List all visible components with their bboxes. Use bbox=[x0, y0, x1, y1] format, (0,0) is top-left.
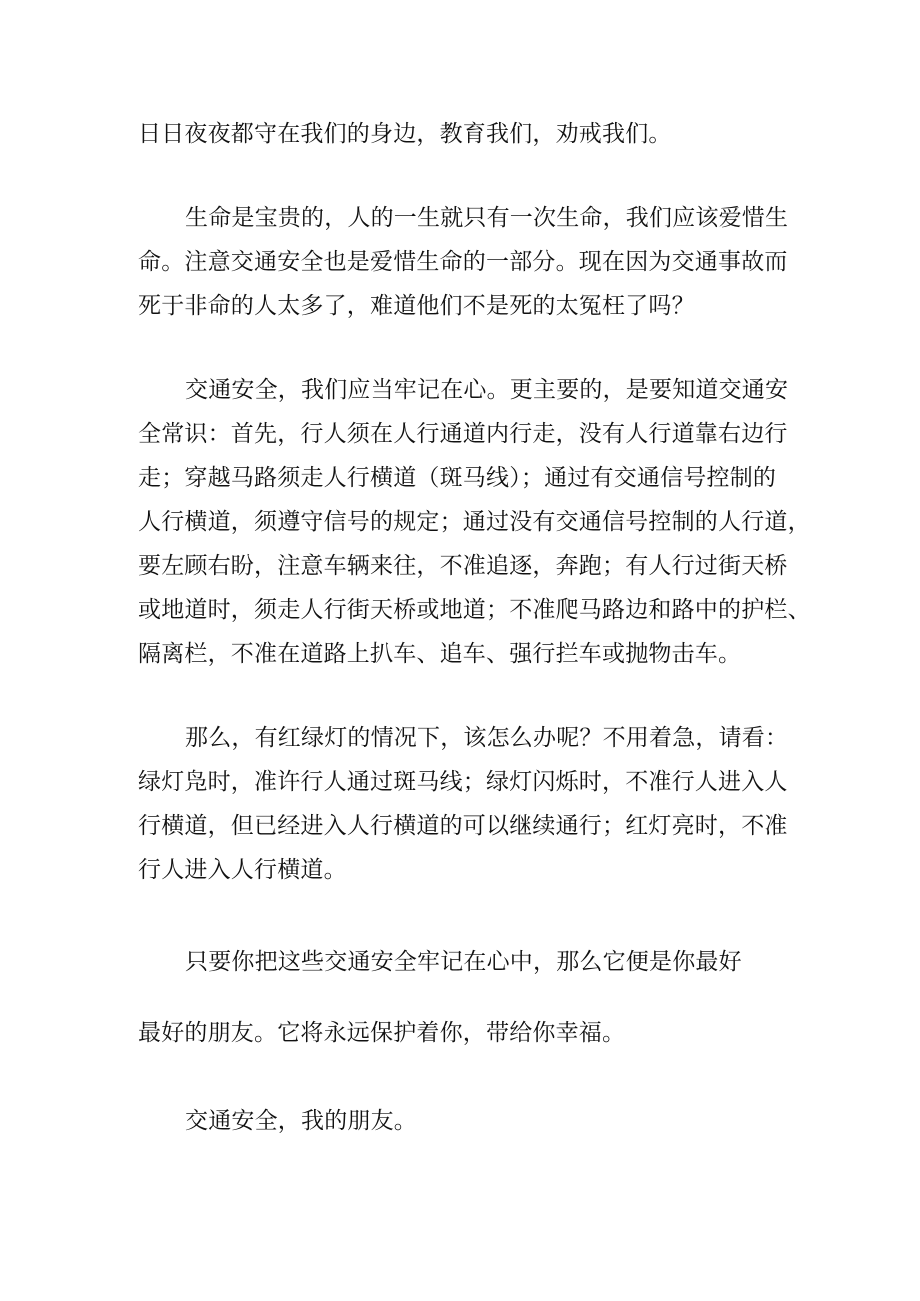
paragraph-line: 或地道时，须走人行街天桥或地道；不准爬马路边和路中的护栏、 bbox=[138, 597, 811, 623]
paragraph-line: 那么，有红绿灯的情况下，该怎么办呢？不用着急，请看： bbox=[185, 725, 789, 751]
paragraph-line: 全常识：首先，行人须在人行通道内行走，没有人行道靠右边行 bbox=[138, 421, 788, 447]
paragraph-line: 人行横道，须遵守信号的规定；通过没有交通信号控制的人行道， bbox=[138, 509, 811, 535]
text-line: 日日夜夜都守在我们的身边，教育我们，劝戒我们。 bbox=[138, 121, 672, 147]
paragraph-line: 绿灯凫时，准许行人通过斑马线；绿灯闪烁时，不准行人进入人 bbox=[138, 769, 788, 795]
paragraph-line: 隔离栏，不准在道路上扒车、追车、强行拦车或抛物击车。 bbox=[138, 641, 742, 667]
paragraph-line: 要左顾右盼，注意车辆来往，不准追逐，奔跑；有人行过街天桥 bbox=[138, 553, 788, 579]
paragraph-line: 交通安全，我们应当牢记在心。更主要的，是要知道交通安 bbox=[185, 377, 789, 403]
paragraph-line: 最好的朋友。它将永远保护着你，带给你幸福。 bbox=[138, 1020, 626, 1046]
paragraph-line: 行人进入人行横道。 bbox=[138, 857, 347, 883]
paragraph-line: 死于非命的人太多了，难道他们不是死的太冤枉了吗？ bbox=[138, 293, 695, 319]
paragraph-line: 命。注意交通安全也是爱惜生命的一部分。现在因为交通事故而 bbox=[138, 249, 788, 275]
paragraph-line: 行横道，但已经进入人行横道的可以继续通行；红灯亮时，不准 bbox=[138, 813, 788, 839]
paragraph-line: 只要你把这些交通安全牢记在心中，那么它便是你最好 bbox=[185, 949, 742, 975]
closing-line: 交通安全，我的朋友。 bbox=[185, 1108, 417, 1134]
paragraph-line: 生命是宝贵的，人的一生就只有一次生命，我们应该爱惜生 bbox=[185, 205, 789, 231]
paragraph-line: 走；穿越马路须走人行横道（斑马线）；通过有交通信号控制的 bbox=[138, 465, 777, 491]
